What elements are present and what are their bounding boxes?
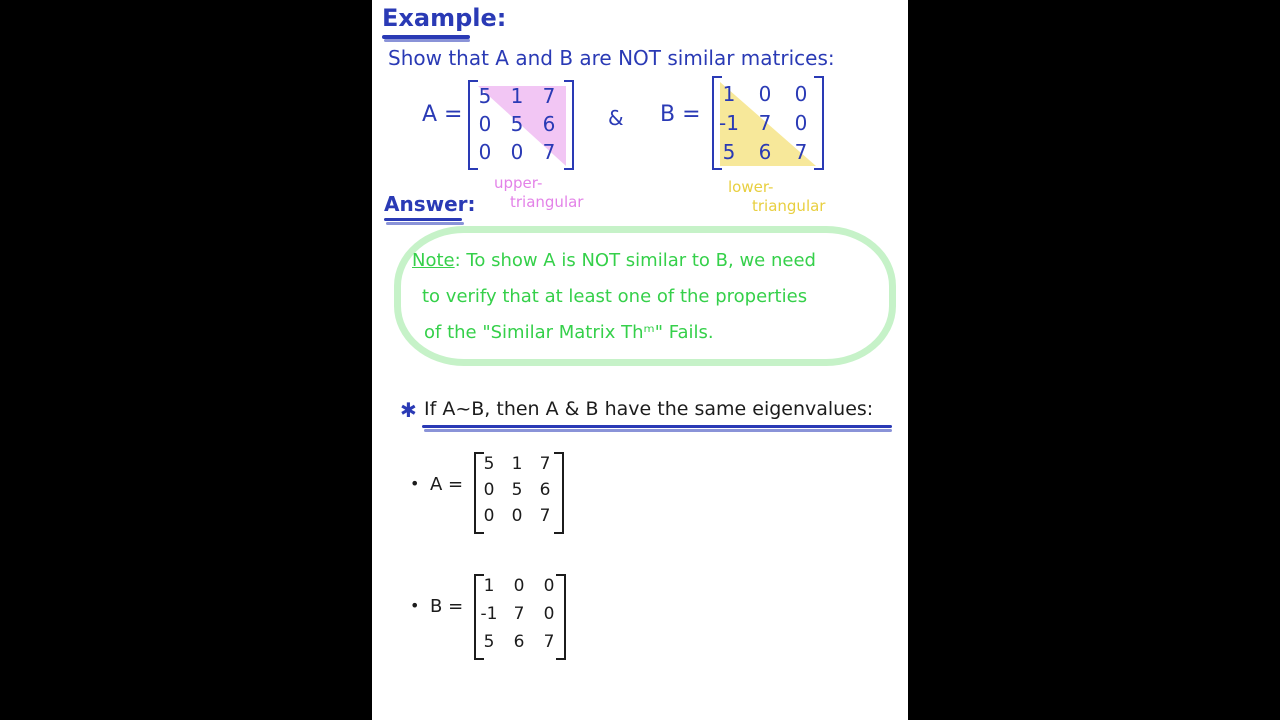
upper-label-line2: triangular xyxy=(510,193,584,211)
matrix-cell: 6 xyxy=(542,112,556,136)
ampersand: & xyxy=(608,106,624,130)
matrix-b-bottom xyxy=(474,574,566,660)
matrix-b-label-bottom: B = xyxy=(430,596,464,617)
matrix-cell: 1 xyxy=(511,454,523,474)
matrix-cell: 0 xyxy=(478,140,492,164)
upper-triangular-label xyxy=(494,174,583,212)
matrix-cell: 0 xyxy=(483,506,495,526)
matrix-cell: 5 xyxy=(722,140,736,164)
note-line-2: to verify that at least one of the properties xyxy=(422,286,808,307)
matrix-cell: 5 xyxy=(478,84,492,108)
matrix-cell: 7 xyxy=(539,506,551,526)
matrix-cell: -1 xyxy=(719,111,739,135)
matrix-cell: 5 xyxy=(483,632,495,652)
matrix-a-top xyxy=(468,80,574,170)
note-label: Note xyxy=(412,250,455,271)
matrix-b-label: B = xyxy=(660,102,701,127)
matrix-cell: -1 xyxy=(480,604,498,624)
right-bracket xyxy=(564,80,574,170)
bullet-a: • xyxy=(410,474,420,493)
upper-label-line1: upper- xyxy=(494,174,543,192)
matrix-cell: 6 xyxy=(539,480,551,500)
matrix-cell: 0 xyxy=(543,604,555,624)
matrix-cell: 1 xyxy=(483,576,495,596)
matrix-cell: 7 xyxy=(542,84,556,108)
matrix-cell: 0 xyxy=(510,140,524,164)
lower-label-line2: triangular xyxy=(752,197,826,215)
answer-underline-shadow xyxy=(386,222,464,225)
property-underline xyxy=(422,425,892,428)
note-line-1-text: : To show A is NOT similar to B, we need xyxy=(454,250,816,271)
example-heading: Example: xyxy=(382,4,507,32)
matrix-cell: 0 xyxy=(794,82,808,106)
matrix-cell: 6 xyxy=(513,632,525,652)
matrix-cell: 5 xyxy=(511,480,523,500)
note-line-3: of the "Similar Matrix Thᵐ" Fails. xyxy=(424,322,714,343)
eigenvalue-property: If A~B, then A & B have the same eigenvalues: xyxy=(424,398,874,420)
matrix-cell: 0 xyxy=(513,576,525,596)
matrix-cell: 0 xyxy=(758,82,772,106)
matrix-cell: 1 xyxy=(722,82,736,106)
bullet-b: • xyxy=(410,596,420,615)
star-icon: ✱ xyxy=(400,398,417,422)
matrix-cell: 7 xyxy=(794,140,808,164)
matrix-a-bottom xyxy=(474,452,564,534)
matrix-cell: 0 xyxy=(483,480,495,500)
matrix-cell: 6 xyxy=(758,140,772,164)
example-underline-shadow xyxy=(384,39,470,42)
matrix-cell: 7 xyxy=(539,454,551,474)
matrix-cell: 1 xyxy=(510,84,524,108)
matrix-cell: 7 xyxy=(758,111,772,135)
note-line-1 xyxy=(412,250,816,271)
answer-underline xyxy=(384,218,462,221)
problem-statement: Show that A and B are NOT similar matrices: xyxy=(388,46,835,70)
matrix-cell: 7 xyxy=(543,632,555,652)
matrix-cell: 7 xyxy=(513,604,525,624)
lower-triangular-label xyxy=(728,178,825,216)
matrix-cell: 0 xyxy=(794,111,808,135)
matrix-cell: 0 xyxy=(543,576,555,596)
property-underline-shadow xyxy=(424,429,892,432)
whiteboard-page xyxy=(372,0,908,720)
matrix-cell: 0 xyxy=(511,506,523,526)
answer-heading: Answer: xyxy=(384,192,476,216)
matrix-cell: 0 xyxy=(478,112,492,136)
matrix-cell: 7 xyxy=(542,140,556,164)
matrix-b-top xyxy=(712,76,824,170)
matrix-a-label-bottom: A = xyxy=(430,474,464,495)
matrix-cell: 5 xyxy=(483,454,495,474)
lower-label-line1: lower- xyxy=(728,178,774,196)
matrix-cell: 5 xyxy=(510,112,524,136)
matrix-a-label: A = xyxy=(422,102,463,127)
